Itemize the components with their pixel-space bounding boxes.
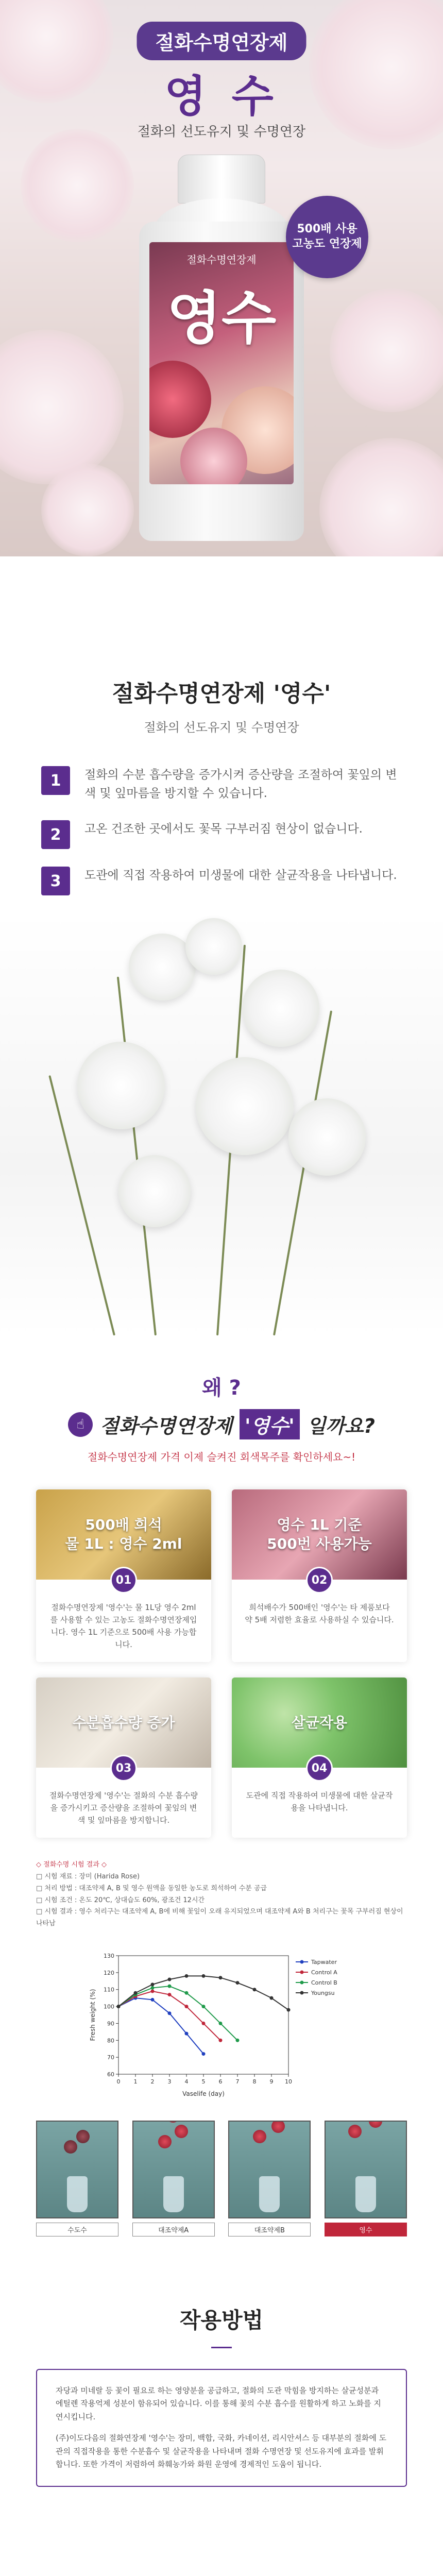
benefit-card-text: 희석배수가 500배인 '영수'는 타 제품보다 약 5배 저렴한 효율로 사용하실 수 있습니다. bbox=[245, 1603, 394, 1625]
benefit-card-image: 살균작용 bbox=[232, 1677, 407, 1768]
pointing-hand-icon: ☝ bbox=[68, 1412, 93, 1437]
mechanism-section bbox=[0, 2236, 443, 2487]
mechanism-paragraph: (주)이도다음의 절화연장제 '영수'는 장미, 백합, 국화, 카네이션, 리시안셔스 등 대부분의 절화에 도관의 직접작용을 통한 수분흡수 및 살균작용을 나타내며 절화 수명연장 및 선도유지에 효과를 발휘합니다. 또한 가격이 저렴하여 화훼농가와 화원 운영에 경제적인 도움이 됩니다. bbox=[56, 2433, 387, 2469]
test-note-line: □ 시험 조건 : 온도 20℃, 상대습도 60%, 광조건 12시간 bbox=[36, 1896, 205, 1904]
data-point bbox=[202, 2022, 206, 2025]
product-category-badge: 절화수명연장제 bbox=[137, 22, 306, 60]
experiment-label: 대조약제A bbox=[132, 2223, 215, 2236]
legend-marker bbox=[300, 1991, 304, 1994]
test-note-line: □ 시험 재료 : 장미 (Harida Rose) bbox=[36, 1873, 140, 1881]
benefit-card-image: 수분흡수량 증가 bbox=[36, 1677, 211, 1768]
experiment-photo bbox=[132, 2121, 215, 2218]
x-tick-label: 0 bbox=[116, 2078, 121, 2085]
benefit-card-number: 03 bbox=[110, 1755, 137, 1782]
data-point bbox=[168, 2011, 172, 2015]
mechanism-box bbox=[36, 2369, 407, 2487]
x-axis-label: Vaselife (day) bbox=[182, 2090, 225, 2097]
experiment-label: 수도수 bbox=[36, 2223, 118, 2236]
why-section bbox=[0, 1335, 443, 2236]
x-tick-label: 1 bbox=[133, 2078, 138, 2085]
y-tick-label: 90 bbox=[107, 2020, 114, 2027]
benefit-card-number: 04 bbox=[306, 1755, 333, 1782]
label-top-text: 절화수명연장제 bbox=[186, 253, 257, 266]
feature-item bbox=[41, 766, 402, 803]
y-axis-label: Fresh weight (%) bbox=[89, 1989, 96, 2041]
dilution-badge-line2: 고농도 연장제 bbox=[292, 238, 362, 250]
feature-list bbox=[41, 766, 402, 895]
data-point bbox=[151, 1998, 155, 2002]
lisianthus-photo bbox=[0, 913, 443, 1335]
x-tick-label: 7 bbox=[235, 2078, 240, 2085]
why-subtitle: 절화수명연장제 가격 이제 슬켜진 회색목주를 확인하세요~! bbox=[87, 1451, 356, 1464]
data-point bbox=[219, 1976, 223, 1979]
data-point bbox=[236, 1981, 240, 1985]
x-tick-label: 9 bbox=[269, 2078, 274, 2085]
benefit-card bbox=[36, 1677, 211, 1838]
data-point bbox=[185, 2005, 189, 2008]
data-point bbox=[270, 1996, 274, 1999]
x-tick-label: 6 bbox=[218, 2078, 223, 2085]
freshness-chart bbox=[88, 1945, 355, 2100]
experiment-item bbox=[325, 2121, 407, 2236]
dilution-badge bbox=[286, 196, 368, 278]
x-tick-label: 4 bbox=[184, 2078, 189, 2085]
label-brand-text: 영수 bbox=[166, 285, 277, 351]
benefit-card-image: 영수 1L 기준 500번 사용가능 bbox=[232, 1489, 407, 1580]
y-tick-label: 120 bbox=[104, 1969, 114, 1976]
data-point bbox=[236, 2039, 240, 2042]
legend-marker bbox=[300, 1980, 304, 1984]
legend-label: Control B bbox=[311, 1979, 337, 1986]
chart-plot-area bbox=[118, 1956, 288, 2074]
data-point bbox=[134, 1991, 138, 1995]
data-point bbox=[151, 1989, 155, 1993]
experiment-item bbox=[228, 2121, 311, 2236]
data-point bbox=[219, 2022, 223, 2025]
data-point bbox=[185, 1974, 189, 1978]
freshness-chart-svg bbox=[88, 1945, 355, 2100]
experiment-label: 영수 bbox=[325, 2223, 407, 2236]
intro-subtitle: 절화의 선도유지 및 수명연장 bbox=[144, 720, 299, 735]
experiment-photo bbox=[325, 2121, 407, 2218]
experiment-item bbox=[36, 2121, 118, 2236]
mechanism-title: 작용방법 bbox=[179, 2307, 264, 2333]
data-point bbox=[202, 2005, 206, 2008]
feature-number: 1 bbox=[41, 766, 70, 795]
data-point bbox=[253, 1988, 257, 1991]
benefit-card-text: 도관에 직접 작용하여 미생물에 대한 살균작용을 나타냅니다. bbox=[246, 1791, 393, 1813]
experiment-photos bbox=[36, 2121, 407, 2236]
why-headline-pre: 절화수명연장제 bbox=[100, 1415, 233, 1438]
test-note-line: □ 시험 결과 : 영수 처리구는 대조약제 A, B에 비해 꽃잎이 오래 유지되었으며 대조약제 A와 B 처리구는 꽃목 구부러짐 현상이 나타남 bbox=[36, 1908, 403, 1928]
data-point bbox=[168, 1977, 172, 1981]
product-title: 영 수 bbox=[164, 71, 279, 122]
data-point bbox=[219, 2039, 223, 2042]
experiment-photo bbox=[228, 2121, 311, 2218]
x-tick-label: 2 bbox=[150, 2078, 155, 2085]
product-subtitle: 절화의 선도유지 및 수명연장 bbox=[137, 124, 306, 140]
data-point bbox=[202, 2052, 206, 2056]
benefit-card-number: 02 bbox=[306, 1567, 333, 1594]
benefit-card-number: 01 bbox=[110, 1567, 137, 1594]
feature-number: 3 bbox=[41, 867, 70, 895]
why-headline-highlight: '영수' bbox=[240, 1409, 300, 1439]
experiment-item bbox=[132, 2121, 215, 2236]
data-point bbox=[168, 1984, 172, 1988]
benefit-cards bbox=[36, 1489, 407, 1838]
y-tick-label: 110 bbox=[104, 1986, 114, 1993]
legend-marker bbox=[300, 1970, 304, 1974]
intro-title: 절화수명연장제 '영수' bbox=[112, 681, 331, 707]
data-point bbox=[151, 1986, 155, 1990]
data-point bbox=[151, 1982, 155, 1986]
data-point bbox=[287, 2008, 291, 2011]
experiment-photo bbox=[36, 2121, 118, 2218]
data-point bbox=[168, 1993, 172, 1996]
feature-text: 고온 건조한 곳에서도 꽃목 구부러짐 현상이 없습니다. bbox=[84, 822, 363, 836]
mechanism-paragraph: 자당과 미네랄 등 꽃이 필요로 하는 영양분을 공급하고, 절화의 도관 막힘을 방지하는 살균성분과 에틸렌 작용억제 성분이 함유되어 있습니다. 이를 통해 꽃의 수분 흡수를 원활하게 하고 노화를 지연시킵니다. bbox=[56, 2385, 381, 2421]
data-point bbox=[202, 1974, 206, 1978]
data-point bbox=[185, 1991, 189, 1995]
x-tick-label: 8 bbox=[252, 2078, 257, 2085]
x-tick-label: 10 bbox=[285, 2078, 292, 2085]
dilution-badge-line1: 500배 사용 bbox=[297, 223, 357, 236]
bottle-label bbox=[149, 242, 294, 484]
data-point bbox=[117, 2005, 121, 2008]
why-headline-post: 일까요? bbox=[306, 1415, 375, 1438]
test-note-line: □ 처리 방법 : 대조약제 A, B 및 영수 원액을 동일한 농도로 희석하여 수분 공급 bbox=[36, 1884, 267, 1892]
benefit-card bbox=[232, 1677, 407, 1838]
title-divider bbox=[211, 2347, 232, 2348]
legend-label: Youngsu bbox=[311, 1989, 335, 1996]
why-headline bbox=[68, 1409, 375, 1439]
y-tick-label: 100 bbox=[104, 2003, 114, 2010]
experiment-label: 대조약제B bbox=[228, 2223, 311, 2236]
legend-label: Tapwater bbox=[311, 1958, 337, 1965]
bottle-cap bbox=[178, 155, 265, 204]
x-tick-label: 5 bbox=[201, 2078, 206, 2085]
test-notes-heading: ◇ 절화수명 시험 결과 ◇ bbox=[36, 1861, 107, 1869]
feature-text: 절화의 수분 흡수량을 증가시켜 증산량을 조절하여 꽃잎의 변색 및 잎마름을 방지할 수 있습니다. bbox=[84, 768, 397, 800]
x-tick-label: 3 bbox=[167, 2078, 172, 2085]
legend-marker bbox=[300, 1960, 304, 1963]
y-tick-label: 130 bbox=[104, 1952, 114, 1959]
test-notes bbox=[36, 1859, 407, 1930]
benefit-card-text: 절화수명연장제 '영수'는 절화의 수분 흡수량을 증가시키고 증산량을 조절하여 꽃잎의 변색 및 잎마름을 방지합니다. bbox=[49, 1791, 198, 1825]
hero-section bbox=[0, 0, 443, 556]
usage-section bbox=[0, 2487, 443, 2576]
benefit-card bbox=[232, 1489, 407, 1662]
y-tick-label: 70 bbox=[107, 2054, 114, 2061]
feature-number: 2 bbox=[41, 820, 70, 849]
data-point bbox=[185, 2031, 189, 2035]
feature-item bbox=[41, 867, 402, 895]
legend-label: Control A bbox=[311, 1969, 337, 1976]
feature-text: 도관에 직접 작용하여 미생물에 대한 살균작용을 나타냅니다. bbox=[84, 869, 397, 883]
y-tick-label: 80 bbox=[107, 2037, 114, 2044]
feature-item bbox=[41, 820, 402, 849]
benefit-card-text: 절화수명연장제 '영수'는 물 1L당 영수 2ml를 사용할 수 있는 고농도 절화수명연장제입니다. 영수 1L 기준으로 500배 사용 가능합니다. bbox=[50, 1603, 197, 1650]
intro-section bbox=[0, 556, 443, 1335]
why-question: 왜 ? bbox=[202, 1376, 241, 1400]
benefit-card-image: 500배 희석 물 1L : 영수 2ml bbox=[36, 1489, 211, 1580]
benefit-card bbox=[36, 1489, 211, 1662]
y-tick-label: 60 bbox=[107, 2071, 114, 2078]
